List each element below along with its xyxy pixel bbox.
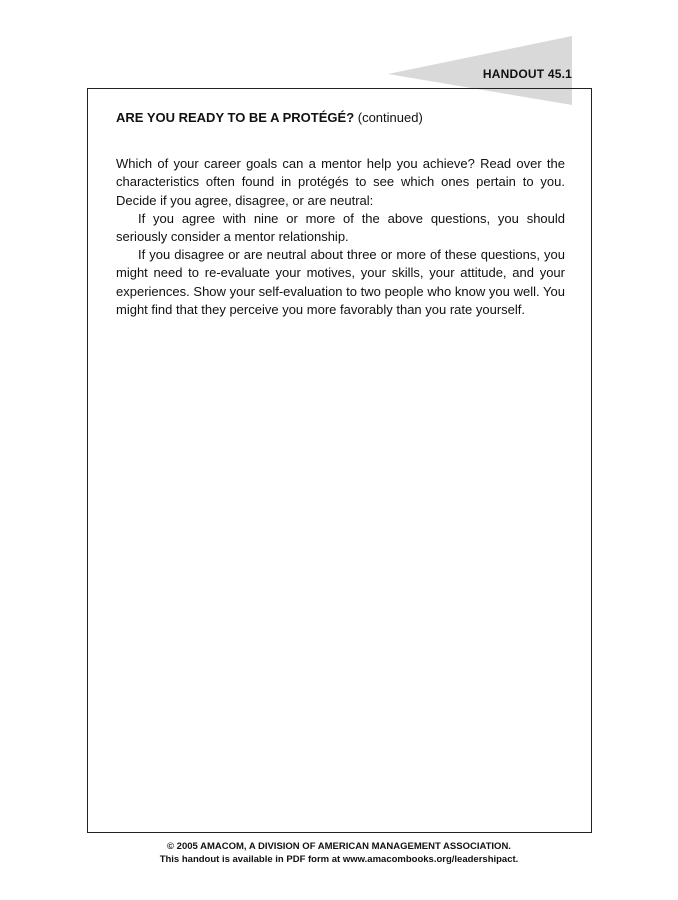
agree-paragraph: If you agree with nine or more of the above questions, you should seriously consider a mentor relationship. <box>116 210 565 245</box>
intro-paragraph: Which of your career goals can a mentor help you achieve? Read over the characteristics often found in protégés to see which ones pertain to you. Decide if you agree, disagree, or are neutral: <box>116 156 565 208</box>
pdf-availability-line: This handout is available in PDF form at www.amacombooks.org/leadershipact. <box>159 854 519 865</box>
title-main: ARE YOU READY TO BE A PROTÉGÉ? <box>116 110 355 125</box>
disagree-paragraph: If you disagree or are neutral about three or more of these questions, you might need to re-evaluate your motives, your skills, your attitude, and your experiences. Show your self-evaluation to two people who know you well. You might find that they perceive you more favorably than you rate yourself. <box>116 247 565 317</box>
page-footer <box>0 840 678 866</box>
document-title <box>116 109 565 127</box>
handout-number-label: HANDOUT 45.1 <box>482 67 572 81</box>
title-suffix: (continued) <box>354 110 423 125</box>
copyright-line: © 2005 AMACOM, A DIVISION OF AMERICAN MANAGEMENT ASSOCIATION. <box>167 841 511 852</box>
document-body <box>116 109 565 319</box>
